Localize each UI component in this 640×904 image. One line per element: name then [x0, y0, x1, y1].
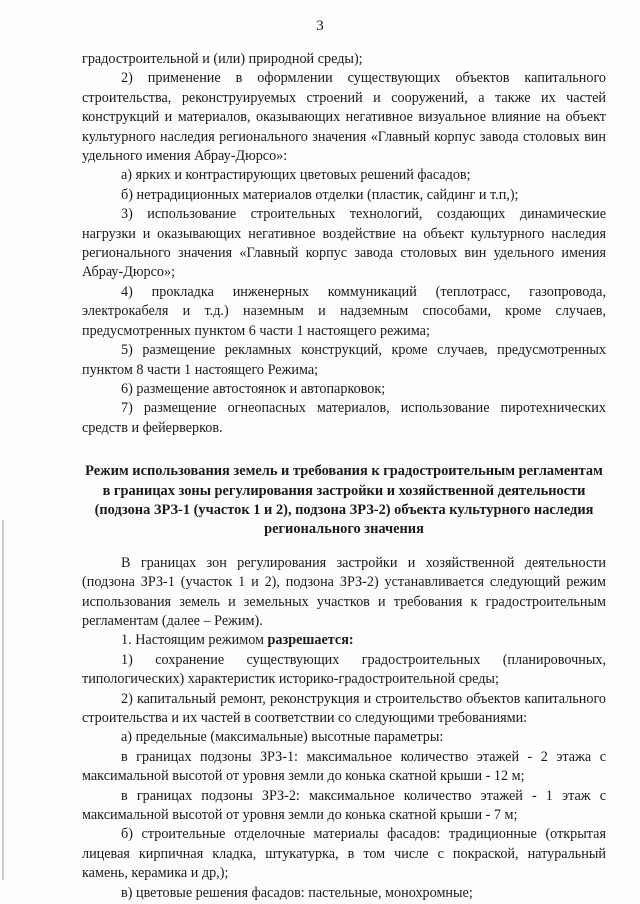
paragraph-zrz2: в границах подзоны ЗРЗ-2: максимальное количество этажей - 1 этаж с максимальной высотой от уровня земли до конька скатной крыши - 7 м;	[82, 787, 606, 824]
paragraph-allowed-1: 1) сохранение существующих градостроительных (планировочных, типологических) характеристик историко-градостроительной среды;	[82, 651, 606, 688]
paragraph-zrz1: в границах подзоны ЗРЗ-1: максимальное количество этажей - 2 этажа с максимальной высотой от уровня земли до конька скатной крыши - 12 м;	[82, 748, 606, 785]
paragraph-item-2b: б) нетрадиционных материалов отделки (пластик, сайдинг и т.п,);	[121, 186, 519, 203]
paragraph-item-2a: а) ярких и контрастирующих цветовых решений фасадов;	[121, 167, 471, 184]
paragraph-item-2: 2) применение в оформлении существующих объектов капитального строительства, реконструируемых строений и сооружений, а также их частей конструкций и материалов, оказывающих негативное визуальное влияние на объект культурного наследия регионального значения «Главный корпус завода столовых вин удельного имения Абрау-Дюрсо»:	[82, 70, 606, 165]
paragraph-item-6: 6) размещение автостоянок и автопарковок;	[121, 380, 386, 397]
paragraph-allowed-2b: б) строительные отделочные материалы фасадов: традиционные (открытая лицевая кирпичная кладка, штукатурка, в том числе с покраской, натуральный камень, керамика и др,);	[82, 826, 606, 882]
paragraph-allowed	[82, 631, 606, 650]
paragraph-item-4: 4) прокладка инженерных коммуникаций (теплотрасс, газопровода, электрокабеля и т.д.) наземным и надземным способами, кроме случаев, предусмотренных пунктом 6 части 1 настоящего режима;	[82, 283, 606, 339]
paragraph-intro: В границах зон регулирования застройки и хозяйственной деятельности (подзона ЗРЗ-1 (участок 1 и 2), подзона ЗРЗ-2) устанавливается следующий режим использования земель и земельных участков и требования к градостроительным регламентам (далее – Режим).	[82, 554, 606, 629]
paragraph-continuation: градостроительной и (или) природной среды);	[82, 51, 363, 67]
document-body	[82, 50, 606, 903]
paragraph-allowed-2: 2) капитальный ремонт, реконструкция и строительство объектов капитального строительства и их частей в соответствии со следующими требованиями:	[82, 690, 606, 726]
paragraph-item-7: 7) размещение огнеопасных материалов, использование пиротехнических средств и фейерверков.	[82, 400, 606, 436]
paragraph-allowed-2v: в) цветовые решения фасадов: пастельные, монохромные;	[121, 884, 473, 901]
allowed-prefix: 1. Настоящим режимом	[121, 632, 268, 649]
page-number: 3	[316, 18, 324, 34]
allowed-bold: разрешается:	[267, 632, 354, 649]
scan-edge-shadow	[2, 520, 4, 880]
section-heading: Режим использования земель и требования к градостроительным регламентам в границах зоны регулирования застройки и хозяйственной деятельности (подзона ЗРЗ-1 (участок 1 и 2), подзона ЗРЗ-2) объекта культурного наследия регионального значения	[85, 463, 603, 538]
paragraph-item-5: 5) размещение рекламных конструкций, кроме случаев, предусмотренных пунктом 8 части 1 настоящего Режима;	[82, 342, 606, 378]
paragraph-item-3: 3) использование строительных технологий, создающих динамические нагрузки и оказывающих негативное воздействие на объект культурного наследия регионального значения «Главный корпус завода столовых вин удельного имения Абрау-Дюрсо»;	[82, 206, 606, 281]
paragraph-allowed-2a: а) предельные (максимальные) высотные параметры:	[121, 729, 444, 746]
